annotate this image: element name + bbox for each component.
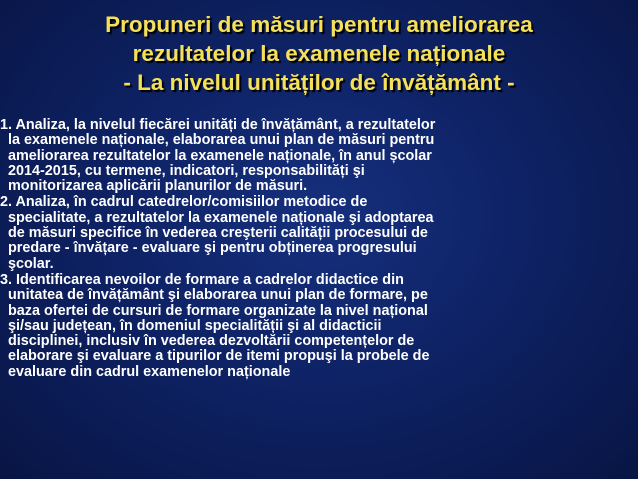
list-item-2 [0, 195, 632, 271]
title-line: Propuneri de măsuri pentru ameliorarea [105, 12, 533, 37]
title-line: rezultatelor la examenele naționale [132, 41, 506, 66]
list-item-line: şcolar. [8, 255, 54, 272]
list-item-line: la examenele naționale, elaborarea unui plan de măsuri pentru [8, 132, 435, 149]
list-item-line: 3. Identificarea nevoilor de formare a cadrelor didactice din [0, 271, 404, 288]
list-item-line: ameliorarea rezultatelor la examenele naționale, în anul școlar [8, 147, 432, 164]
list-item-line: 2014-2015, cu termene, indicatori, responsabilități şi [8, 162, 365, 179]
list-item-3 [0, 273, 632, 380]
list-item-line: elaborare şi evaluare a tipurilor de itemi propuşi la probele de [8, 348, 430, 365]
title-line: - La nivelul unităților de învățământ - [123, 70, 515, 95]
list-item-line: 2. Analiza, în cadrul catedrelor/comisiilor metodice de [0, 194, 368, 211]
list-item-line: monitorizarea aplicării planurilor de măsuri. [8, 178, 308, 195]
list-item-line: disciplinei, inclusiv în vederea dezvoltării competențelor de [8, 333, 415, 350]
slide-body [0, 118, 632, 381]
list-item-line: şi/sau județean, în domeniul specialității şi al didacticii [8, 317, 382, 334]
list-item-line: specialitate, a rezultatelor la examenele naționale şi adoptarea [8, 209, 434, 226]
list-item-line: 1. Analiza, la nivelul fiecărei unități de învățământ, a rezultatelor [0, 117, 436, 133]
list-item-1 [0, 118, 632, 194]
list-item-line: predare - învățare - evaluare şi pentru obținerea progresului [8, 240, 417, 257]
list-item-line: unitatea de învățământ şi elaborarea unui plan de formare, pe [8, 287, 428, 304]
list-item-line: de măsuri specifice în vederea creşterii calității procesului de [8, 225, 428, 242]
list-item-line: baza ofertei de cursuri de formare organizate la nivel național [8, 302, 428, 319]
slide-title [10, 10, 628, 97]
list-item-line: evaluare din cadrul examenelor naționale [8, 363, 291, 380]
